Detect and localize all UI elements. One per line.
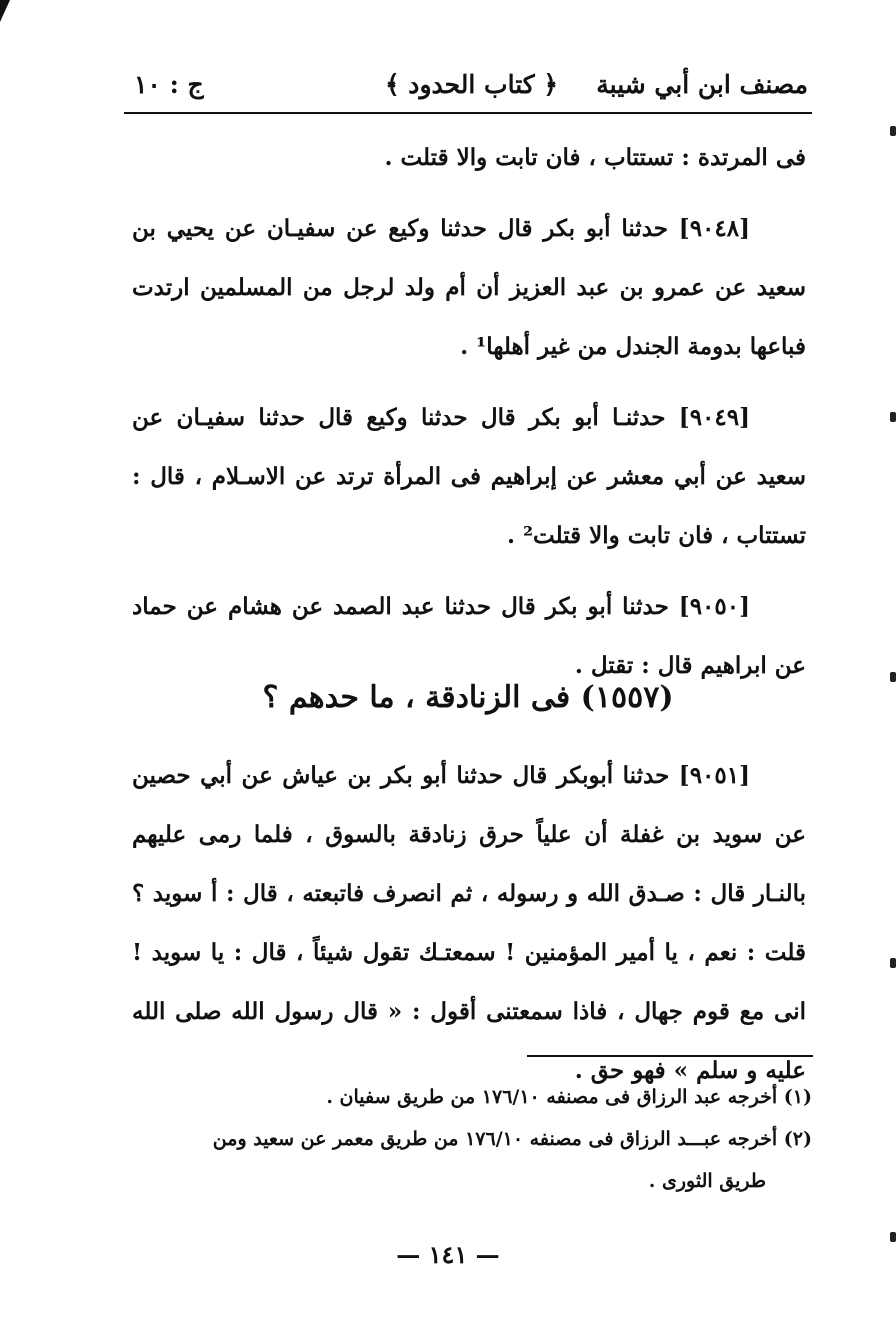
volume-number: ج : ١٠ xyxy=(134,70,204,99)
chapter-title: ﴿ كتاب الحدود ﴾ xyxy=(384,70,558,99)
hadith-9051: [٩٠٥١] حدثنا أبوبكر قال حدثنا أبو بكر بن عياش عن أبي حصين عن سويد بن غفلة أن علياً حرق زنادقة بالسوق ، فلما رمى عليهم بالنـار قال : صـدق الله و رسوله ، ثم انصرف فاتبعته ، قال : أ سويد ؟ قلت : نعم ، يا أمير المؤمنين ! سمعتـك تقول شيئاً ، قال : يا سويد ! انى مع قوم جهال ، فاذا سمعتنى أقول : « قال رسول الله صلى الله عليه و سلم » فهو حق . xyxy=(132,762,806,1084)
footnote-2-continuation: طريق الثورى . xyxy=(648,1170,766,1192)
book-title: مصنف ابن أبي شيبة xyxy=(596,70,808,99)
scan-edge-mark xyxy=(890,672,896,682)
scan-corner-mark xyxy=(0,0,10,22)
footnotes-block xyxy=(132,1076,812,1202)
page-number: — ١٤١ — xyxy=(396,1240,500,1269)
section-text-block xyxy=(132,746,806,1100)
header-rule xyxy=(124,112,812,114)
scan-edge-mark xyxy=(890,958,896,968)
page-header xyxy=(124,62,808,110)
hadith-9050: [٩٠٥٠] حدثنا أبو بكر قال حدثنا عبد الصمد عن هشام عن حماد عن ابراهيم قال : تقتل . xyxy=(132,593,806,679)
main-text-block xyxy=(132,128,806,695)
hadith-9048: [٩٠٤٨] حدثنا أبو بكر قال حدثنا وكيع عن سفيـان عن يحيي بن سعيد عن عمرو بن عبد العزيز أن أم ولد لرجل من المسلمين ارتدت فباعها بدومة الجندل من غير أهلها¹ . xyxy=(132,215,806,360)
footnote-1: (١) أخرجه عبد الرزاق فى مصنفه ١٧٦/١٠ من طريق سفيان . xyxy=(326,1086,812,1108)
scan-edge-mark xyxy=(890,126,896,136)
scan-edge-mark xyxy=(890,1232,896,1242)
footnote-2: (٢) أخرجه عبـــد الرزاق فى مصنفه ١٧٦/١٠ من طريق معمر عن سعيد ومن xyxy=(212,1128,812,1150)
paragraph-continuation: فى المرتدة : تستتاب ، فان تابت والا قتلت . xyxy=(384,144,806,171)
section-heading: (١٥٥٧) فى الزنادقة ، ما حدهم ؟ xyxy=(262,680,674,715)
footnote-rule xyxy=(527,1055,813,1057)
scan-edge-mark xyxy=(890,412,896,422)
hadith-9049: [٩٠٤٩] حدثنـا أبو بكر قال حدثنا وكيع قال حدثنا سفيـان عن سعيد عن أبي معشر عن إبراهيم فى المرأة ترتد عن الاسـلام ، قال : تستتاب ، فان تابت والا قتلت² . xyxy=(132,404,806,549)
